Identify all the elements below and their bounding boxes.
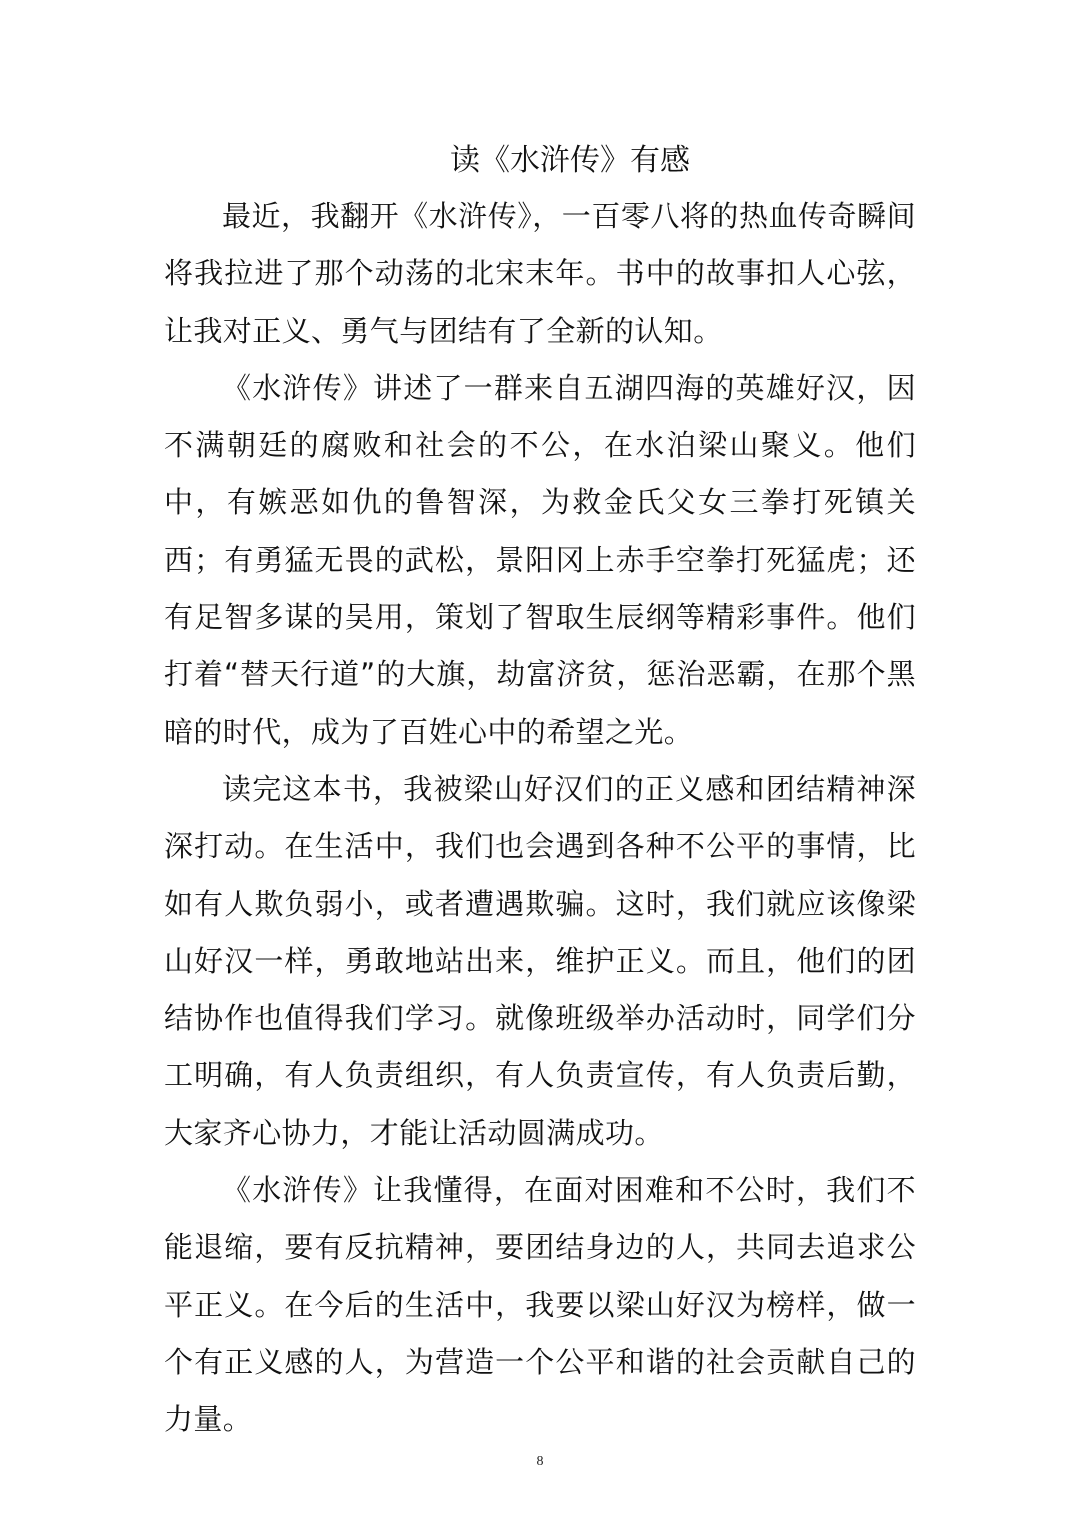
paragraph-reflection: 读完这本书，我被梁山好汉们的正义感和团结精神深深打动。在生活中，我们也会遇到各种不公平的事情，比如有人欺负弱小，或者遭遇欺骗。这时，我们就应该像梁山好汉一样，勇敢地站出来，维护正义。而且，他们的团结协作也值得我们学习。就像班级举办活动时，同学们分工明确，有人负责组织，有人负责宣传，有人负责后勤，大家齐心协力，才能让活动圆满成功。 [164, 771, 916, 1150]
page-number: 8 [536, 1454, 544, 1469]
paragraph-conclusion: 《水浒传》让我懂得，在面对困难和不公时，我们不能退缩，要有反抗精神，要团结身边的人，共同去追求公平正义。在今后的生活中，我要以梁山好汉为榜样，做一个有正义感的人，为营造一个公平和谐的社会贡献自己的力量。 [164, 1173, 916, 1437]
document-title: 读《水浒传》有感 [450, 143, 690, 178]
document-body [164, 188, 916, 1449]
paragraph-intro: 最近，我翻开《水浒传》，一百零八将的热血传奇瞬间将我拉进了那个动荡的北宋末年。书中的故事扣人心弦，让我对正义、勇气与团结有了全新的认知。 [164, 199, 916, 348]
paragraph-summary: 《水浒传》讲述了一群来自五湖四海的英雄好汉，因不满朝廷的腐败和社会的不公，在水泊梁山聚义。他们中，有嫉恶如仇的鲁智深，为救金氏父女三拳打死镇关西；有勇猛无畏的武松，景阳冈上赤手空拳打死猛虎；还有足智多谋的吴用，策划了智取生辰纲等精彩事件。他们打着“替天行道”的大旗，劫富济贫，惩治恶霸，在那个黑暗的时代，成为了百姓心中的希望之光。 [164, 370, 916, 749]
